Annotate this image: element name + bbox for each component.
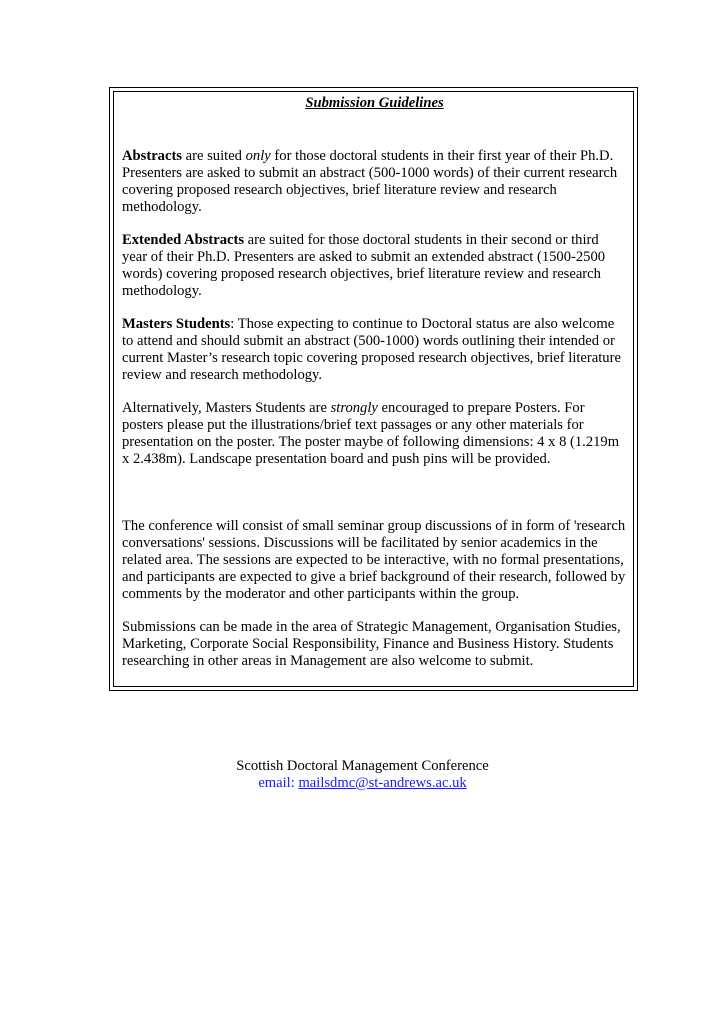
abstracts-paragraph <box>122 148 627 216</box>
posters-text-1: Alternatively, Masters Students are <box>122 400 331 416</box>
submission-guidelines-heading: Submission Guidelines <box>305 95 444 111</box>
footer-organization: Scottish Doctoral Management Conference <box>236 758 489 774</box>
conference-format-paragraph: The conference will consist of small seminar group discussions of in form of 'research conversations' sessions. Discussions will be facilitated by senior academics in the related area. The sessions are expected to be interactive, with no formal presentations, and participants are expected to give a brief background of their research, followed by comments by the moderator and other participants within the group. <box>122 518 626 602</box>
abstracts-emphasis: only <box>245 148 271 164</box>
posters-emphasis: strongly <box>330 400 378 416</box>
footer-email-label: email: <box>258 775 299 791</box>
posters-text-2: encouraged to prepare Posters. For posters please put the illustrations/brief text passages or any other materials for presentation on the poster. The poster maybe of following dimensions: 4 x 8 (1.219m x 2.438m). Landscape presentation board and push pins will be provided. <box>122 400 620 467</box>
extended-abstracts-paragraph <box>122 232 627 300</box>
abstracts-text-2: for those doctoral students in their first year of their Ph.D. Presenters are asked to submit an abstract (500-1000 words) of their current research covering proposed research objectives, brief literature review and research methodology. <box>122 148 618 215</box>
guidelines-content <box>122 95 627 670</box>
footer-email-line <box>0 775 725 792</box>
abstracts-text-1: are suited <box>182 148 246 164</box>
submission-areas-paragraph: Submissions can be made in the area of Strategic Management, Organisation Studies, Marketing, Corporate Social Responsibility, Finance and Business History. Students researching in other areas in Management are also welcome to submit. <box>122 619 621 669</box>
posters-paragraph <box>122 400 627 468</box>
masters-students-paragraph <box>122 316 627 384</box>
masters-students-text: : Those expecting to continue to Doctoral status are also welcome to attend and should submit an abstract (500-1000) words outlining their intended or current Master’s research topic covering proposed research objectives, brief literature review and research methodology. <box>122 316 621 383</box>
footer <box>0 758 725 792</box>
extended-abstracts-term: Extended Abstracts <box>122 232 245 248</box>
abstracts-term: Abstracts <box>122 148 182 164</box>
masters-students-term: Masters Students <box>122 316 231 332</box>
footer-email-link[interactable]: mailsdmc@st-andrews.ac.uk <box>298 775 467 791</box>
extended-abstracts-text: are suited for those doctoral students in their second or third year of their Ph.D. Presenters are asked to submit an extended abstract (1500-2500 words) covering proposed research objectives, brief literature review and research methodology. <box>122 232 606 299</box>
